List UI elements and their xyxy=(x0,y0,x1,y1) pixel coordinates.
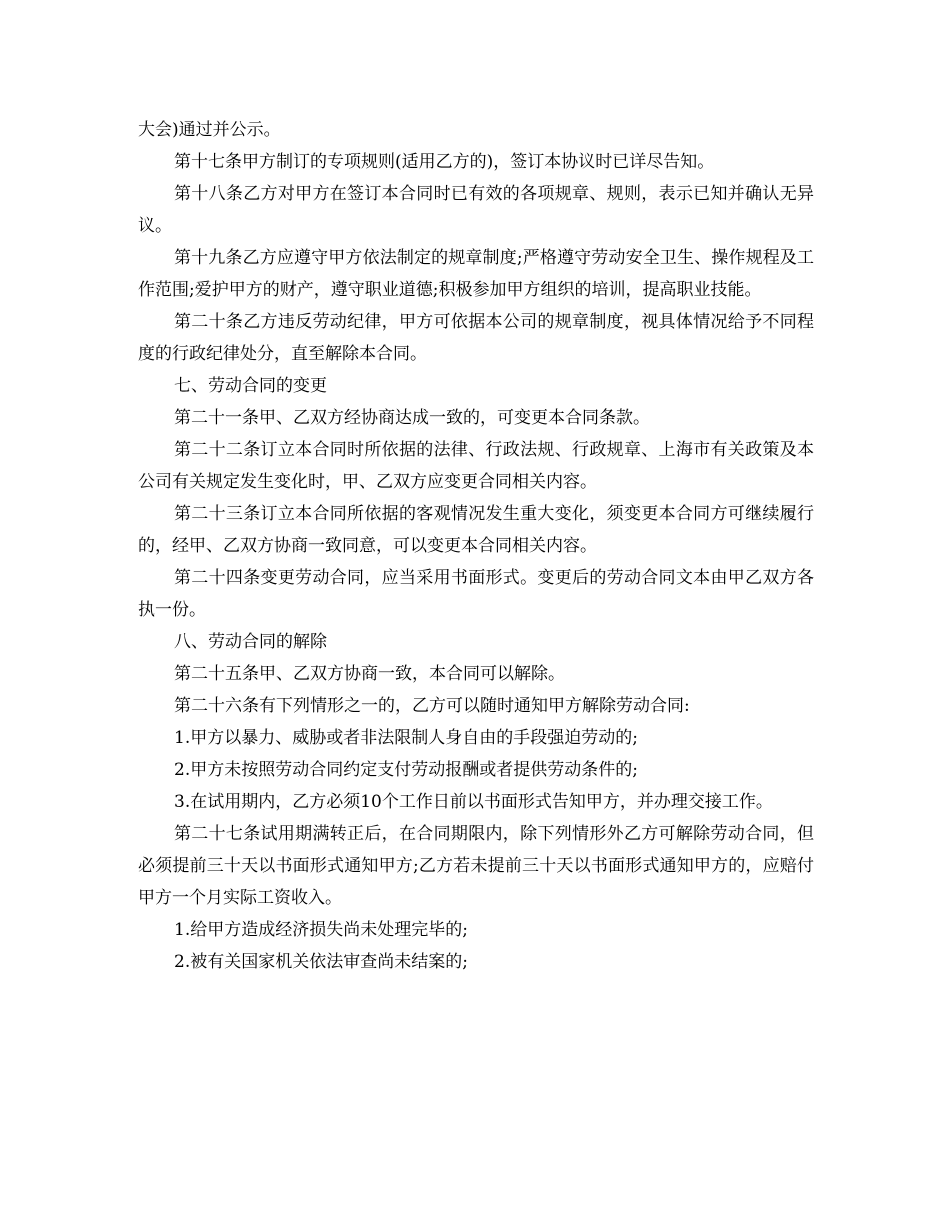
article-26-item-2: 2.甲方未按照劳动合同约定支付劳动报酬或者提供劳动条件的; xyxy=(174,760,638,780)
article-19: 第十九条乙方应遵守甲方依法制定的规章制度;严格遵守劳动安全卫生、操作规程及工作范围;爱护甲方的财产，遵守职业道德;积极参加甲方组织的培训，提高职业技能。 xyxy=(138,248,814,300)
article-27: 第二十七条试用期满转正后，在合同期限内，除下列情形外乙方可解除劳动合同，但必须提前三十天以书面形式通知甲方;乙方若未提前三十天以书面形式通知甲方的，应赔付甲方一个月实际工资收入。 xyxy=(138,824,814,908)
section-heading-7: 七、劳动合同的变更 xyxy=(174,376,327,396)
article-18: 第十八条乙方对甲方在签订本合同时已有效的各项规章、规则，表示已知并确认无异议。 xyxy=(138,184,814,236)
article-22: 第二十二条订立本合同时所依据的法律、行政法规、行政规章、上海市有关政策及本公司有关规定发生变化时，甲、乙双方应变更合同相关内容。 xyxy=(138,440,814,492)
article-17: 第十七条甲方制订的专项规则(适用乙方的)，签订本协议时已详尽告知。 xyxy=(174,152,715,172)
section-heading-8: 八、劳动合同的解除 xyxy=(174,632,327,652)
article-27-item-2: 2.被有关国家机关依法审查尚未结案的; xyxy=(174,952,468,972)
article-24: 第二十四条变更劳动合同，应当采用书面形式。变更后的劳动合同文本由甲乙双方各执一份。 xyxy=(138,568,814,620)
article-26-item-3: 3.在试用期内，乙方必须10个工作日前以书面形式告知甲方，并办理交接工作。 xyxy=(174,792,773,812)
document-page xyxy=(138,114,814,978)
article-23: 第二十三条订立本合同所依据的客观情况发生重大变化，须变更本合同方可继续履行的，经甲、乙双方协商一致同意，可以变更本合同相关内容。 xyxy=(138,504,814,556)
article-26-item-1: 1.甲方以暴力、威胁或者非法限制人身自由的手段强迫劳动的; xyxy=(174,728,638,748)
article-20: 第二十条乙方违反劳动纪律，甲方可依据本公司的规章制度，视具体情况给予不同程度的行政纪律处分，直至解除本合同。 xyxy=(138,312,814,364)
paragraph-continuation: 大会)通过并公示。 xyxy=(138,120,281,140)
article-25: 第二十五条甲、乙双方协商一致，本合同可以解除。 xyxy=(174,664,565,684)
article-27-item-1: 1.给甲方造成经济损失尚未处理完毕的; xyxy=(174,920,468,940)
article-21: 第二十一条甲、乙双方经协商达成一致的，可变更本合同条款。 xyxy=(174,408,650,428)
article-26: 第二十六条有下列情形之一的，乙方可以随时通知甲方解除劳动合同: xyxy=(174,696,690,716)
